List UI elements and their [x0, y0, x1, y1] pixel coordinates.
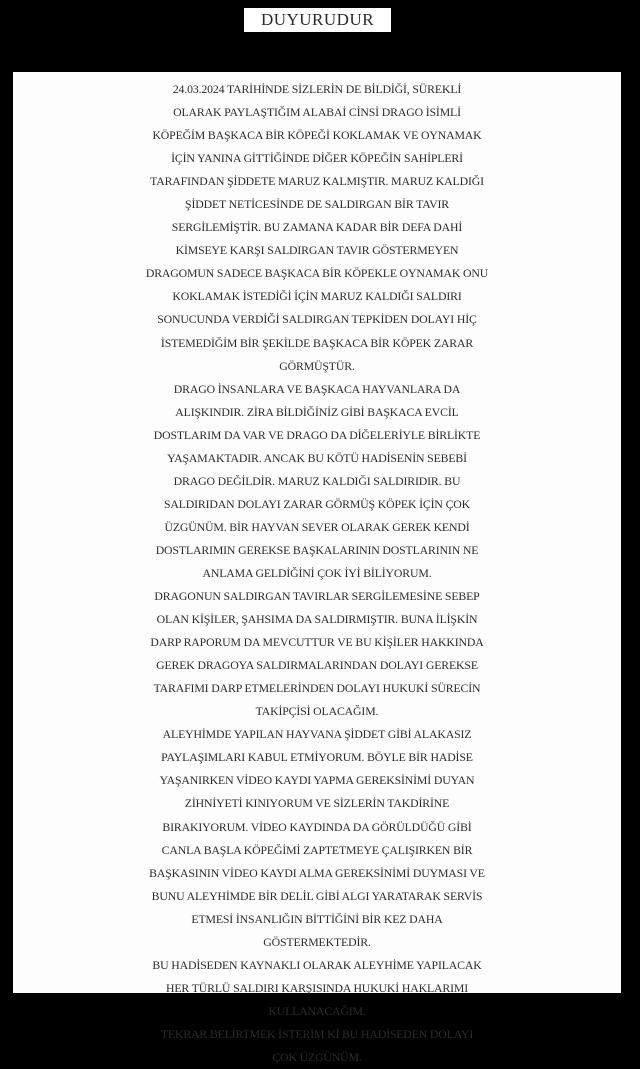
announcement-line: İSTEMEDİĞİM BİR ŞEKİLDE BAŞKACA BİR KÖPEK ZARAR	[160, 335, 474, 350]
announcement-line: TARAFINDAN ŞİDDETE MARUZ KALMIŞTIR. MARUZ KALDIĞI	[150, 174, 484, 189]
announcement-line: KULLANACAĞIM.	[268, 1003, 366, 1018]
announcement-line: ALEYHİMDE YAPILAN HAYVANA ŞİDDET GİBİ ALAKASIZ	[162, 727, 472, 742]
announcement-line: BAŞKASININ VİDEO KAYDI ALMA GEREKSİNİMİ DUYMASI VE	[149, 865, 485, 880]
announcement-line: DARP RAPORUM DA MEVCUTTUR VE BU KİŞİLER HAKKINDA	[150, 635, 484, 650]
announcement-title-text: DUYURUDUR	[260, 10, 375, 29]
announcement-line: SONUCUNDA VERDİĞİ SALDIRGAN TEPKİDEN DOLAYI HİÇ	[157, 312, 477, 327]
announcement-line: BIRAKIYORUM. VİDEO KAYDINDA DA GÖRÜLDÜĞÜ GİBİ	[162, 819, 472, 834]
announcement-line: TARAFIMI DARP ETMELERİNDEN DOLAYI HUKUKİ SÜRECİN	[153, 681, 481, 696]
announcement-line: DOSTLARIMIN GEREKSE BAŞKALARININ DOSTLARININ NE	[155, 542, 479, 557]
announcement-line: SALDIRIDAN DOLAYI ZARAR GÖRMÜŞ KÖPEK İÇİN ÇOK	[163, 496, 471, 511]
announcement-line: SERGİLEMİŞTİR. BU ZAMANA KADAR BİR DEFA DAHİ	[171, 220, 463, 235]
announcement-line: ALIŞKINDIR. ZİRA BİLDİĞİNİZ GİBİ BAŞKACA EVCİL	[175, 404, 459, 419]
announcement-line: KOKLAMAK İSTEDİĞİ İÇİN MARUZ KALDIĞI SALDIRI	[172, 289, 462, 304]
announcement-line: YAŞAMAKTADIR. ANCAK BU KÖTÜ HADİSENİN SEBEBİ	[167, 450, 467, 465]
announcement-line: TEKRAR BELİRTMEK İSTERİM Kİ BU HADİSEDEN DOLAYI	[160, 1026, 474, 1041]
announcement-line: ANLAMA GELDİĞİNİ ÇOK İYİ BİLİYORUM.	[202, 565, 432, 580]
announcement-line: GÖRMÜŞTÜR.	[279, 358, 355, 373]
announcement-line: KÖPEĞİM BAŞKACA BİR KÖPEĞİ KOKLAMAK VE OYNAMAK	[152, 128, 482, 143]
announcement-line: DRAGONUN SALDIRGAN TAVIRLAR SERGİLEMESİNE SEBEP	[154, 589, 480, 604]
announcement-body	[13, 72, 621, 1064]
announcement-line: HER TÜRLÜ SALDIRI KARŞISINDA HUKUKİ HAKLARIMI	[165, 980, 469, 995]
announcement-line: CANLA BAŞLA KÖPEĞİMİ ZAPTETMEYE ÇALIŞIRKEN BİR	[161, 842, 473, 857]
announcement-line: DRAGO İNSANLARA VE BAŞKACA HAYVANLARA DA	[173, 381, 461, 396]
announcement-line: TAKİPÇİSİ OLACAĞIM.	[255, 704, 379, 719]
announcement-line: DRAGO DEĞİLDİR. MARUZ KALDIĞI SALDIRIDIR. BU	[173, 473, 461, 488]
announcement-line: GEREK DRAGOYA SALDIRMALARINDAN DOLAYI GEREKSE	[156, 658, 478, 673]
announcement-line: İÇİN YANINA GİTTİĞİNDE DİĞER KÖPEĞİN SAHİPLERİ	[171, 151, 463, 166]
announcement-line: PAYLAŞIMLARI KABUL ETMİYORUM. BÖYLE BİR HADİSE	[161, 750, 473, 765]
announcement-line: GÖSTERMEKTEDİR.	[263, 934, 371, 949]
announcement-line: BU HADİSEDEN KAYNAKLI OLARAK ALEYHİME YAPILACAK	[152, 957, 482, 972]
announcement-title	[244, 8, 391, 32]
announcement-line: ŞİDDET NETİCESİNDE DE SALDIRGAN BİR TAVIR	[185, 197, 449, 212]
announcement-line: OLARAK PAYLAŞTIĞIM ALABAİ CİNSİ DRAGO İSİMLİ	[173, 105, 461, 120]
announcement-line: ÇOK ÜZGÜNÜM.	[272, 1049, 362, 1064]
announcement-line: ZİHNİYETİ KINIYORUM VE SİZLERİN TAKDİRİNE	[184, 796, 450, 811]
announcement-line: YAŞANIRKEN VİDEO KAYDI YAPMA GEREKSİNİMİ DUYAN	[159, 773, 475, 788]
announcement-line: KİMSEYE KARŞI SALDIRGAN TAVIR GÖSTERMEYEN	[175, 243, 459, 258]
announcement-line: DRAGOMUN SADECE BAŞKACA BİR KÖPEKLE OYNAMAK ONU	[145, 266, 489, 281]
announcement-line: OLAN KİŞİLER, ŞAHSIMA DA SALDIRMIŞTIR. BUNA İLİŞKİN	[156, 612, 478, 627]
announcement-line: 24.03.2024 TARİHİNDE SİZLERİN DE BİLDİĞİ, SÜREKLİ	[172, 82, 462, 96]
announcement-line: ETMESİ İNSANLIĞIN BİTTİĞİNİ BİR KEZ DAHA	[191, 911, 443, 926]
announcement-line: BUNU ALEYHİMDE BİR DELİL GİBİ ALGI YARATARAK SERVİS	[151, 888, 483, 903]
announcement-line: DOSTLARIM DA VAR VE DRAGO DA DİĞELERİYLE BİRLİKTE	[153, 427, 481, 442]
announcement-line: ÜZGÜNÜM. BİR HAYVAN SEVER OLARAK GEREK KENDİ	[164, 519, 470, 534]
